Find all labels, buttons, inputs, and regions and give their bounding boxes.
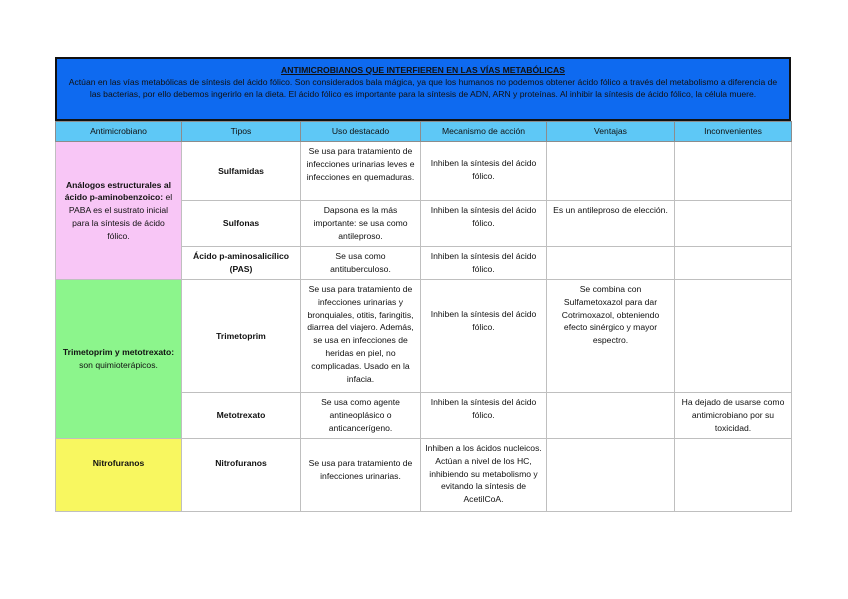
type-cell: Nitrofuranos <box>182 439 301 512</box>
use-cell: Se usa para tratamiento de infecciones urinarias y bronquiales, otitis, faringitis, diarrea del viajero. Además, se usa en infecciones de heridas en piel, no complicadas. Usado en la infacia. <box>301 280 421 393</box>
table-row <box>56 439 792 512</box>
drawbacks-cell <box>675 280 792 393</box>
header-inconvenientes: Inconvenientes <box>675 122 792 142</box>
type-cell: Ácido p-aminosalicílico (PAS) <box>182 247 301 280</box>
type-cell: Trimetoprim <box>182 280 301 393</box>
mechanism-cell: Inhiben la síntesis del ácido fólico. <box>421 393 547 439</box>
antimicrobial-table-sheet <box>55 57 791 512</box>
mechanism-cell: Inhiben la síntesis del ácido fólico. <box>421 142 547 201</box>
antimicrobial-table <box>55 121 792 512</box>
mechanism-cell: Inhiben a los ácidos nucleicos. Actúan a nivel de los HC, inhibiendo su metabolismo y evitando la síntesis de AcetilCoA. <box>421 439 547 512</box>
use-cell: Se usa para tratamiento de infecciones urinarias leves e infecciones en quemaduras. <box>301 142 421 201</box>
advantages-cell <box>547 247 675 280</box>
group-name: Trimetoprim y metotrexato: <box>62 347 175 358</box>
advantages-cell <box>547 439 675 512</box>
drawbacks-cell <box>675 247 792 280</box>
drawbacks-cell <box>675 142 792 201</box>
group-cell-trimetoprim <box>56 280 182 439</box>
banner-description: Actúan en las vías metabólicas de síntesis del ácido fólico. Son considerados bala mágica, ya que los humanos no podemos obtener ácido fólico a través del metabolismo a diferencia de las bacterias, por ello debemos ingerirlo en la dieta. El ácido fólico es importante para la síntesis de ADN, ARN y proteínas. Al inhibir la síntesis de ácido fólico, la célula muere. <box>68 77 778 99</box>
header-row <box>56 122 792 142</box>
mechanism-cell: Inhiben la síntesis del ácido fólico. <box>421 247 547 280</box>
group-description: son quimioterápicos. <box>79 360 158 370</box>
use-cell: Se usa como antituberculoso. <box>301 247 421 280</box>
use-cell: Dapsona es la más importante: se usa como antileproso. <box>301 201 421 247</box>
advantages-cell <box>547 393 675 439</box>
advantages-cell: Es un antileproso de elección. <box>547 201 675 247</box>
type-cell: Metotrexato <box>182 393 301 439</box>
header-uso-destacado: Uso destacado <box>301 122 421 142</box>
title-banner <box>55 57 791 121</box>
advantages-cell: Se combina con Sulfametoxazol para dar Cotrimoxazol, obteniendo efecto sinérgico y mayor espectro. <box>547 280 675 393</box>
drawbacks-cell <box>675 201 792 247</box>
table-row <box>56 142 792 201</box>
drawbacks-cell <box>675 439 792 512</box>
header-mecanismo: Mecanismo de acción <box>421 122 547 142</box>
type-cell: Sulfamidas <box>182 142 301 201</box>
group-name: Análogos estructurales al ácido p-aminobenzoico: <box>64 179 172 203</box>
advantages-cell <box>547 142 675 201</box>
type-cell: Sulfonas <box>182 201 301 247</box>
header-ventajas: Ventajas <box>547 122 675 142</box>
group-description: el PABA es el sustrato inicial para la síntesis de ácido fólico. <box>68 192 173 241</box>
group-cell-nitrofuranos <box>56 439 182 512</box>
group-cell-analogos <box>56 142 182 280</box>
table-row <box>56 280 792 393</box>
mechanism-cell: Inhiben la síntesis del ácido fólico. <box>421 280 547 393</box>
mechanism-cell: Inhiben la síntesis del ácido fólico. <box>421 201 547 247</box>
header-antimicrobiano: Antimicrobiano <box>56 122 182 142</box>
banner-title: ANTIMICROBIANOS QUE INTERFIEREN EN LAS VÍAS METABÓLICAS <box>281 65 565 75</box>
group-name: Nitrofuranos <box>92 458 145 468</box>
header-tipos: Tipos <box>182 122 301 142</box>
drawbacks-cell: Ha dejado de usarse como antimicrobiano por su toxicidad. <box>675 393 792 439</box>
use-cell: Se usa como agente antineoplásico o anticancerígeno. <box>301 393 421 439</box>
use-cell: Se usa para tratamiento de infecciones urinarias. <box>301 439 421 512</box>
